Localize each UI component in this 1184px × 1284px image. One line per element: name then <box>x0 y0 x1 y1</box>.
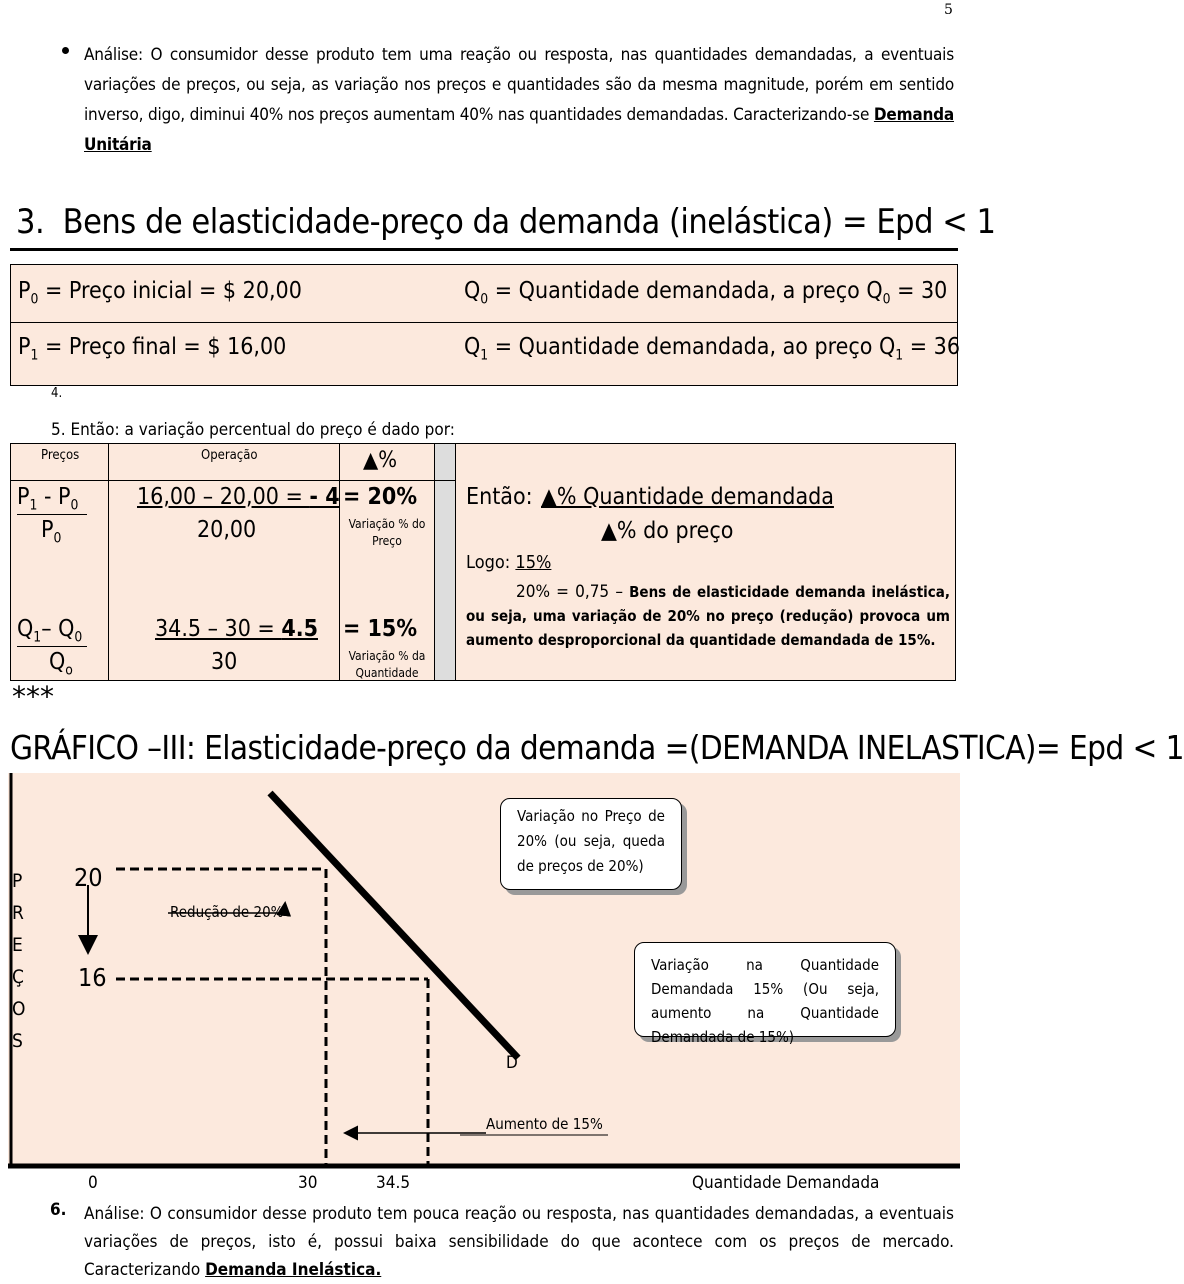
reducao-arrow <box>284 904 285 913</box>
x-axis-label: Quantidade Demandada <box>692 1173 880 1193</box>
analysis-1-text: Análise: O consumidor desse produto tem uma reação ou resposta, nas quantidades demandadas, a eventuais variações de preços, ou seja, as variação nos preços e quantidades são da mesma magnitude, porém em sentido inverso, digo, diminui 40% nos preços aumentam 40% nas quantidades demandadas. Caracterizando-se <box>84 45 954 125</box>
bullet-icon <box>62 47 69 54</box>
page-number: 5 <box>944 2 953 18</box>
x-tick-30: 30 <box>298 1173 318 1193</box>
entao-label: Então: <box>466 484 533 510</box>
y-axis-label: P R E Ç O S <box>12 870 26 1052</box>
x-tick-34-5: 34.5 <box>376 1173 411 1193</box>
y-tick-20: 20 <box>74 863 103 892</box>
list-item-4: 4. <box>51 386 63 401</box>
section-3-number: 3. <box>16 202 45 242</box>
section-3-heading <box>16 202 996 242</box>
graph-title: GRÁFICO –III: Elasticidade-preço da demanda =(DEMANDA INELASTICA)= Epd < 1 <box>10 728 1184 767</box>
p0-definition: $P_0$ = Preço inicial = $ 20,00 <box>18 278 302 308</box>
qty-ratio-denominator: $Q_o$ <box>49 649 73 679</box>
price-percent-label: Variação % do Preço <box>348 517 426 548</box>
aumento-label: Aumento de 15% <box>486 1115 603 1133</box>
ratio-numerator: ▲% Quantidade demandada <box>541 484 834 510</box>
fraction-bar <box>17 514 87 515</box>
q0-definition: $Q_0$ = Quantidade demandada, a preço $Q_0 = 30$ <box>464 278 948 308</box>
header-precos: Preços <box>41 448 80 463</box>
price-percent-value: = 20% <box>343 484 418 510</box>
y-tick-16: 16 <box>78 963 107 992</box>
price-operation-numerator: 16,00 – 20,00 = - 4 <box>137 484 340 510</box>
fraction-bar <box>17 646 87 647</box>
header-percent: ▲% <box>363 448 398 473</box>
elasticity-result: 20% = 0,75 – Bens de elasticidade demanda inelástica, ou seja, uma variação de 20% no preço (redução) provoca um aumento desproporcional da quantidade demandada de 15%. <box>466 582 950 649</box>
heading-rule <box>10 248 958 251</box>
qty-operation-denominator: 30 <box>211 649 238 675</box>
curve-label-d: D <box>506 1053 518 1073</box>
analysis-paragraph-6: Análise: O consumidor desse produto tem pouca reação ou resposta, nas quantidades demandadas, a eventuais variações de preços, isto é, possui baixa sensibilidade do que acontece com os preços de mercado. Caracterizando Demanda Inelástica. <box>84 1204 954 1280</box>
p1-definition: $P_1$ = Preço final = $ 16,00 <box>18 334 287 364</box>
price-ratio-numerator: $P_1 - P_0$ <box>17 484 79 514</box>
qty-percent-value: = 15% <box>343 616 418 642</box>
logo-line: Logo: 15% <box>466 552 552 573</box>
separator-stars: *** <box>12 680 54 713</box>
analysis-paragraph-1 <box>84 40 954 160</box>
qty-ratio-numerator: $Q_1-$ $Q_0$ <box>17 616 83 646</box>
demand-chart <box>8 773 960 1198</box>
price-ratio-denominator: $P_0$ <box>41 517 62 547</box>
q1-definition: $Q_1$ = Quantidade demandada, ao preço $Q_1 = 36$ <box>464 334 960 364</box>
reducao-label: Redução de 20% <box>170 903 284 921</box>
analysis-1-emphasis: Demanda Unitária <box>84 105 955 155</box>
table-divider <box>455 444 456 680</box>
percent-change-table <box>10 443 956 681</box>
price-operation-denominator: 20,00 <box>197 517 257 543</box>
qty-operation-numerator: 34.5 – 30 = 4.5 <box>155 616 318 642</box>
callout-quantity-variation: Variação na Quantidade Demandada 15% (Ou seja, aumento na Quantidade Demandada de 15%) <box>634 942 896 1037</box>
callout-price-variation: Variação no Preço de 20% (ou seja, queda de preços de 20%) <box>500 798 682 890</box>
header-operacao: Operação <box>201 448 258 463</box>
section-3-title: Bens de elasticidade-preço da demanda (inelástica) = Epd < 1 <box>62 202 996 242</box>
analysis-6-emphasis: Demanda Inelástica. <box>205 1260 382 1280</box>
qty-percent-label: Variação % da Quantidade <box>348 649 426 680</box>
ratio-denominator: ▲% do preço <box>601 518 734 544</box>
table-header-rule <box>11 480 455 481</box>
list-item-5: 5. Então: a variação percentual do preço é dado por: <box>51 420 455 440</box>
x-tick-0: 0 <box>88 1173 98 1193</box>
list-item-6-number: 6. <box>50 1200 67 1220</box>
